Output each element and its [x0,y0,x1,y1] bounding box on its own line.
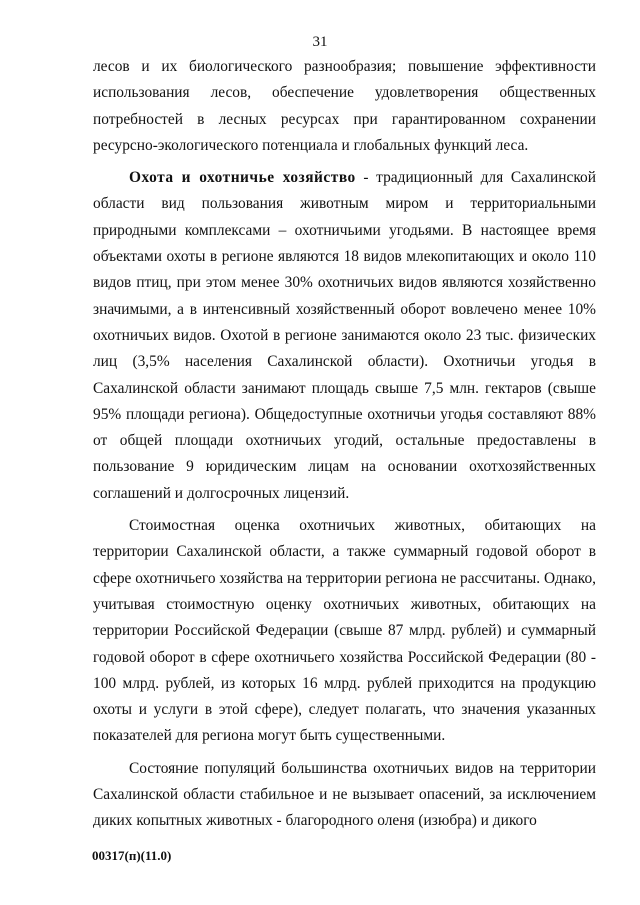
paragraph-population [93,756,596,835]
paragraph-hunting [93,165,596,507]
paragraph-text: Состояние популяций большинства охотничьих видов на территории Сахалинской области стабильное и не вызывает опасений, за исключением диких копытных животных - благородного оленя (изюбра) и дикого [93,759,596,830]
paragraph-text: лесов и их биологического разнообразия; повышение эффективности использования лесов, обеспечение удовлетворения общественных потребностей в лесных ресурсах при гарантированном сохранении ресурсно-экологического потенциала и глобальных функций леса. [93,58,596,154]
footer-document-code: 00317(п)(11.0) [92,848,172,863]
paragraph-valuation [93,513,596,750]
paragraph-term: Охота и охотничье хозяйство [129,169,356,187]
page-number: 31 [312,34,328,50]
paragraph-text: - традиционный для Сахалинской области вид пользования животным миром и территориальными природными комплексами – охотничьими угодьями. В настоящее время объектами охоты в регионе являются 18 видов млекопитающих и около 110 видов птиц, при этом менее 30% охотничьих видов являются хозяйственно значимыми, а в интенсивный хозяйственный оборот вовлечено менее 10% охотничьих видов. Охотой в регионе занимаются около 23 тыс. физических лиц (3,5% населения Сахалинской области). Охотничьи угодья в Сахалинской области занимают площадь свыше 7,5 млн. гектаров (свыше 95% площади региона). Общедоступные охотничьи угодья составляют 88% от общей площади охотничьих угодий, остальные предоставлены в пользование 9 юридическим лицам на основании охотхозяйственных соглашений и долгосрочных лицензий. [93,169,596,502]
paragraph-text: Стоимостная оценка охотничьих животных, обитающих на территории Сахалинской области, а также суммарный годовой оборот в сфере охотничьего хозяйства на территории региона не рассчитаны. Однако, учитывая стоимостную оценку охотничьих животных, обитающих на территории Российской Федерации (свыше 87 млрд. рублей) и суммарный годовой оборот в сфере охотничьего хозяйства Российской Федерации (80 - 100 млрд. рублей, из которых 16 млрд. рублей приходится на продукцию охоты и услуги в этой сфере), следует полагать, что значения указанных показателей для региона могут быть существенными. [93,517,596,745]
body-text [93,54,596,835]
paragraph-continuation [93,54,596,159]
